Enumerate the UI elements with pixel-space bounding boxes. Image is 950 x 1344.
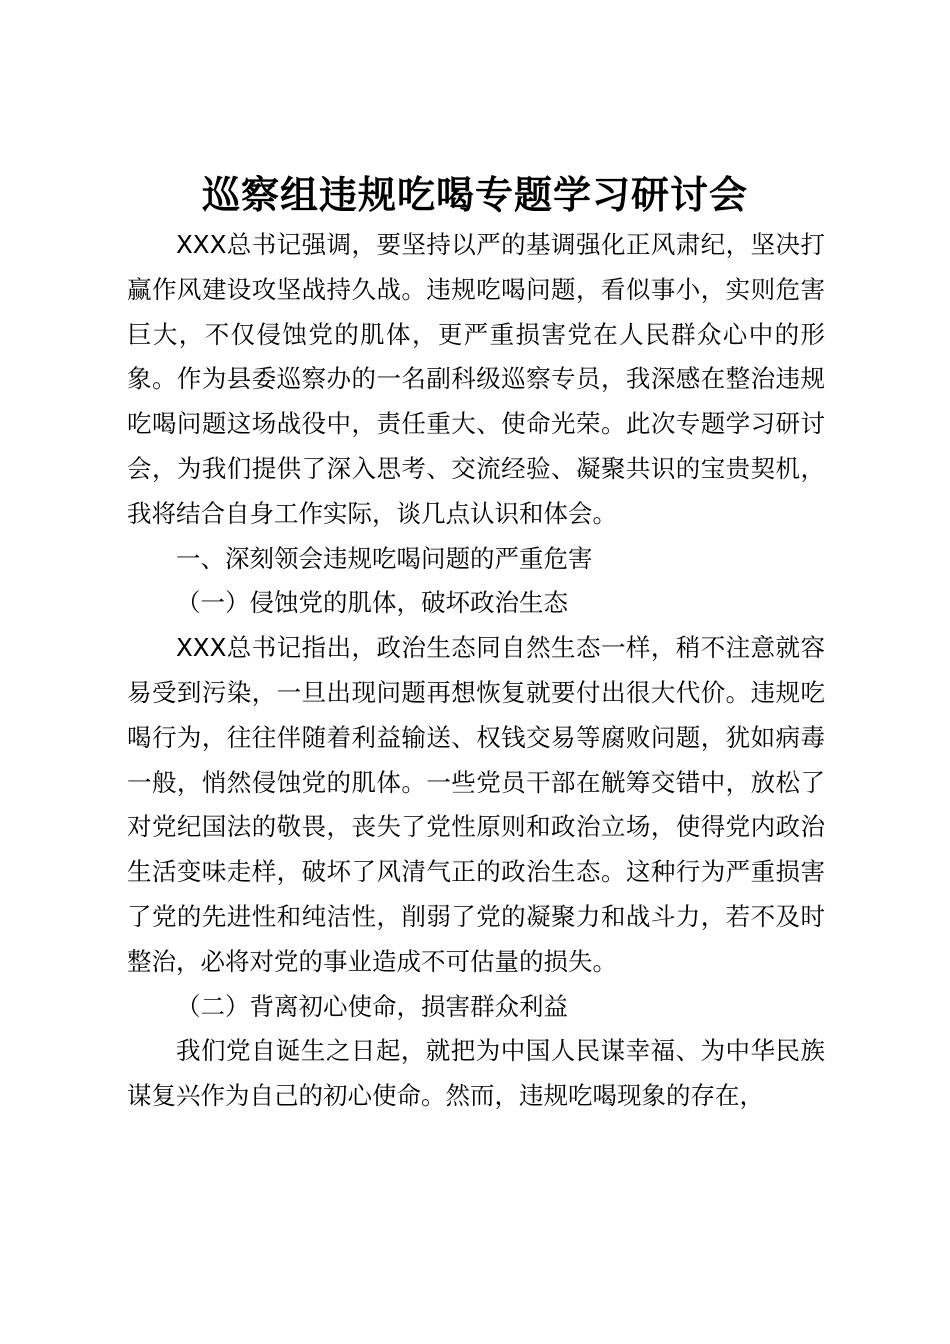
subsection-heading-2: （二）背离初心使命，损害群众利益 (176, 991, 568, 1021)
subsection-heading-1: （一）侵蚀党的肌体，破坏政治生态 (176, 588, 568, 618)
paragraph-politics: XXX总书记指出，政治生态同自然生态一样，稍不注意就容易受到污染，一旦出现问题再想恢复就要付出很大代价。违规吃喝行为，往往伴随着利益输送、权钱交易等腐败问题，犹如病毒一般，悄然侵蚀党的肌体。一些党员干部在觥筹交错中，放松了对党纪国法的敬畏，丧失了党性原则和政治立场，使得党内政治生活变味走样，破坏了风清气正的政治生态。这种行为严重损害了党的先进性和纯洁性，削弱了党的凝聚力和战斗力，若不及时整治，必将对党的事业造成不可估量的损失。 (127, 633, 825, 976)
paragraph-mission: 我们党自诞生之日起，就把为中国人民谋幸福、为中华民族谋复兴作为自己的初心使命。然而，违规吃喝现象的存在， (127, 1036, 825, 1111)
paragraph-intro: XXX总书记强调，要坚持以严的基调强化正风肃纪，坚决打赢作风建设攻坚战持久战。违规吃喝问题，看似事小，实则危害巨大，不仅侵蚀党的肌体，更严重损害党在人民群众心中的形象。作为县委巡察办的一名副科级巡察专员，我深感在整治违规吃喝问题这场战役中，责任重大、使命光荣。此次专题学习研讨会，为我们提供了深入思考、交流经验、凝聚共识的宝贵契机，我将结合自身工作实际，谈几点认识和体会。 (127, 230, 825, 528)
section-heading-1: 一、深刻领会违规吃喝问题的严重危害 (176, 543, 593, 573)
document-body (127, 223, 825, 1119)
document-title: 巡察组违规吃喝专题学习研讨会 (201, 173, 748, 217)
